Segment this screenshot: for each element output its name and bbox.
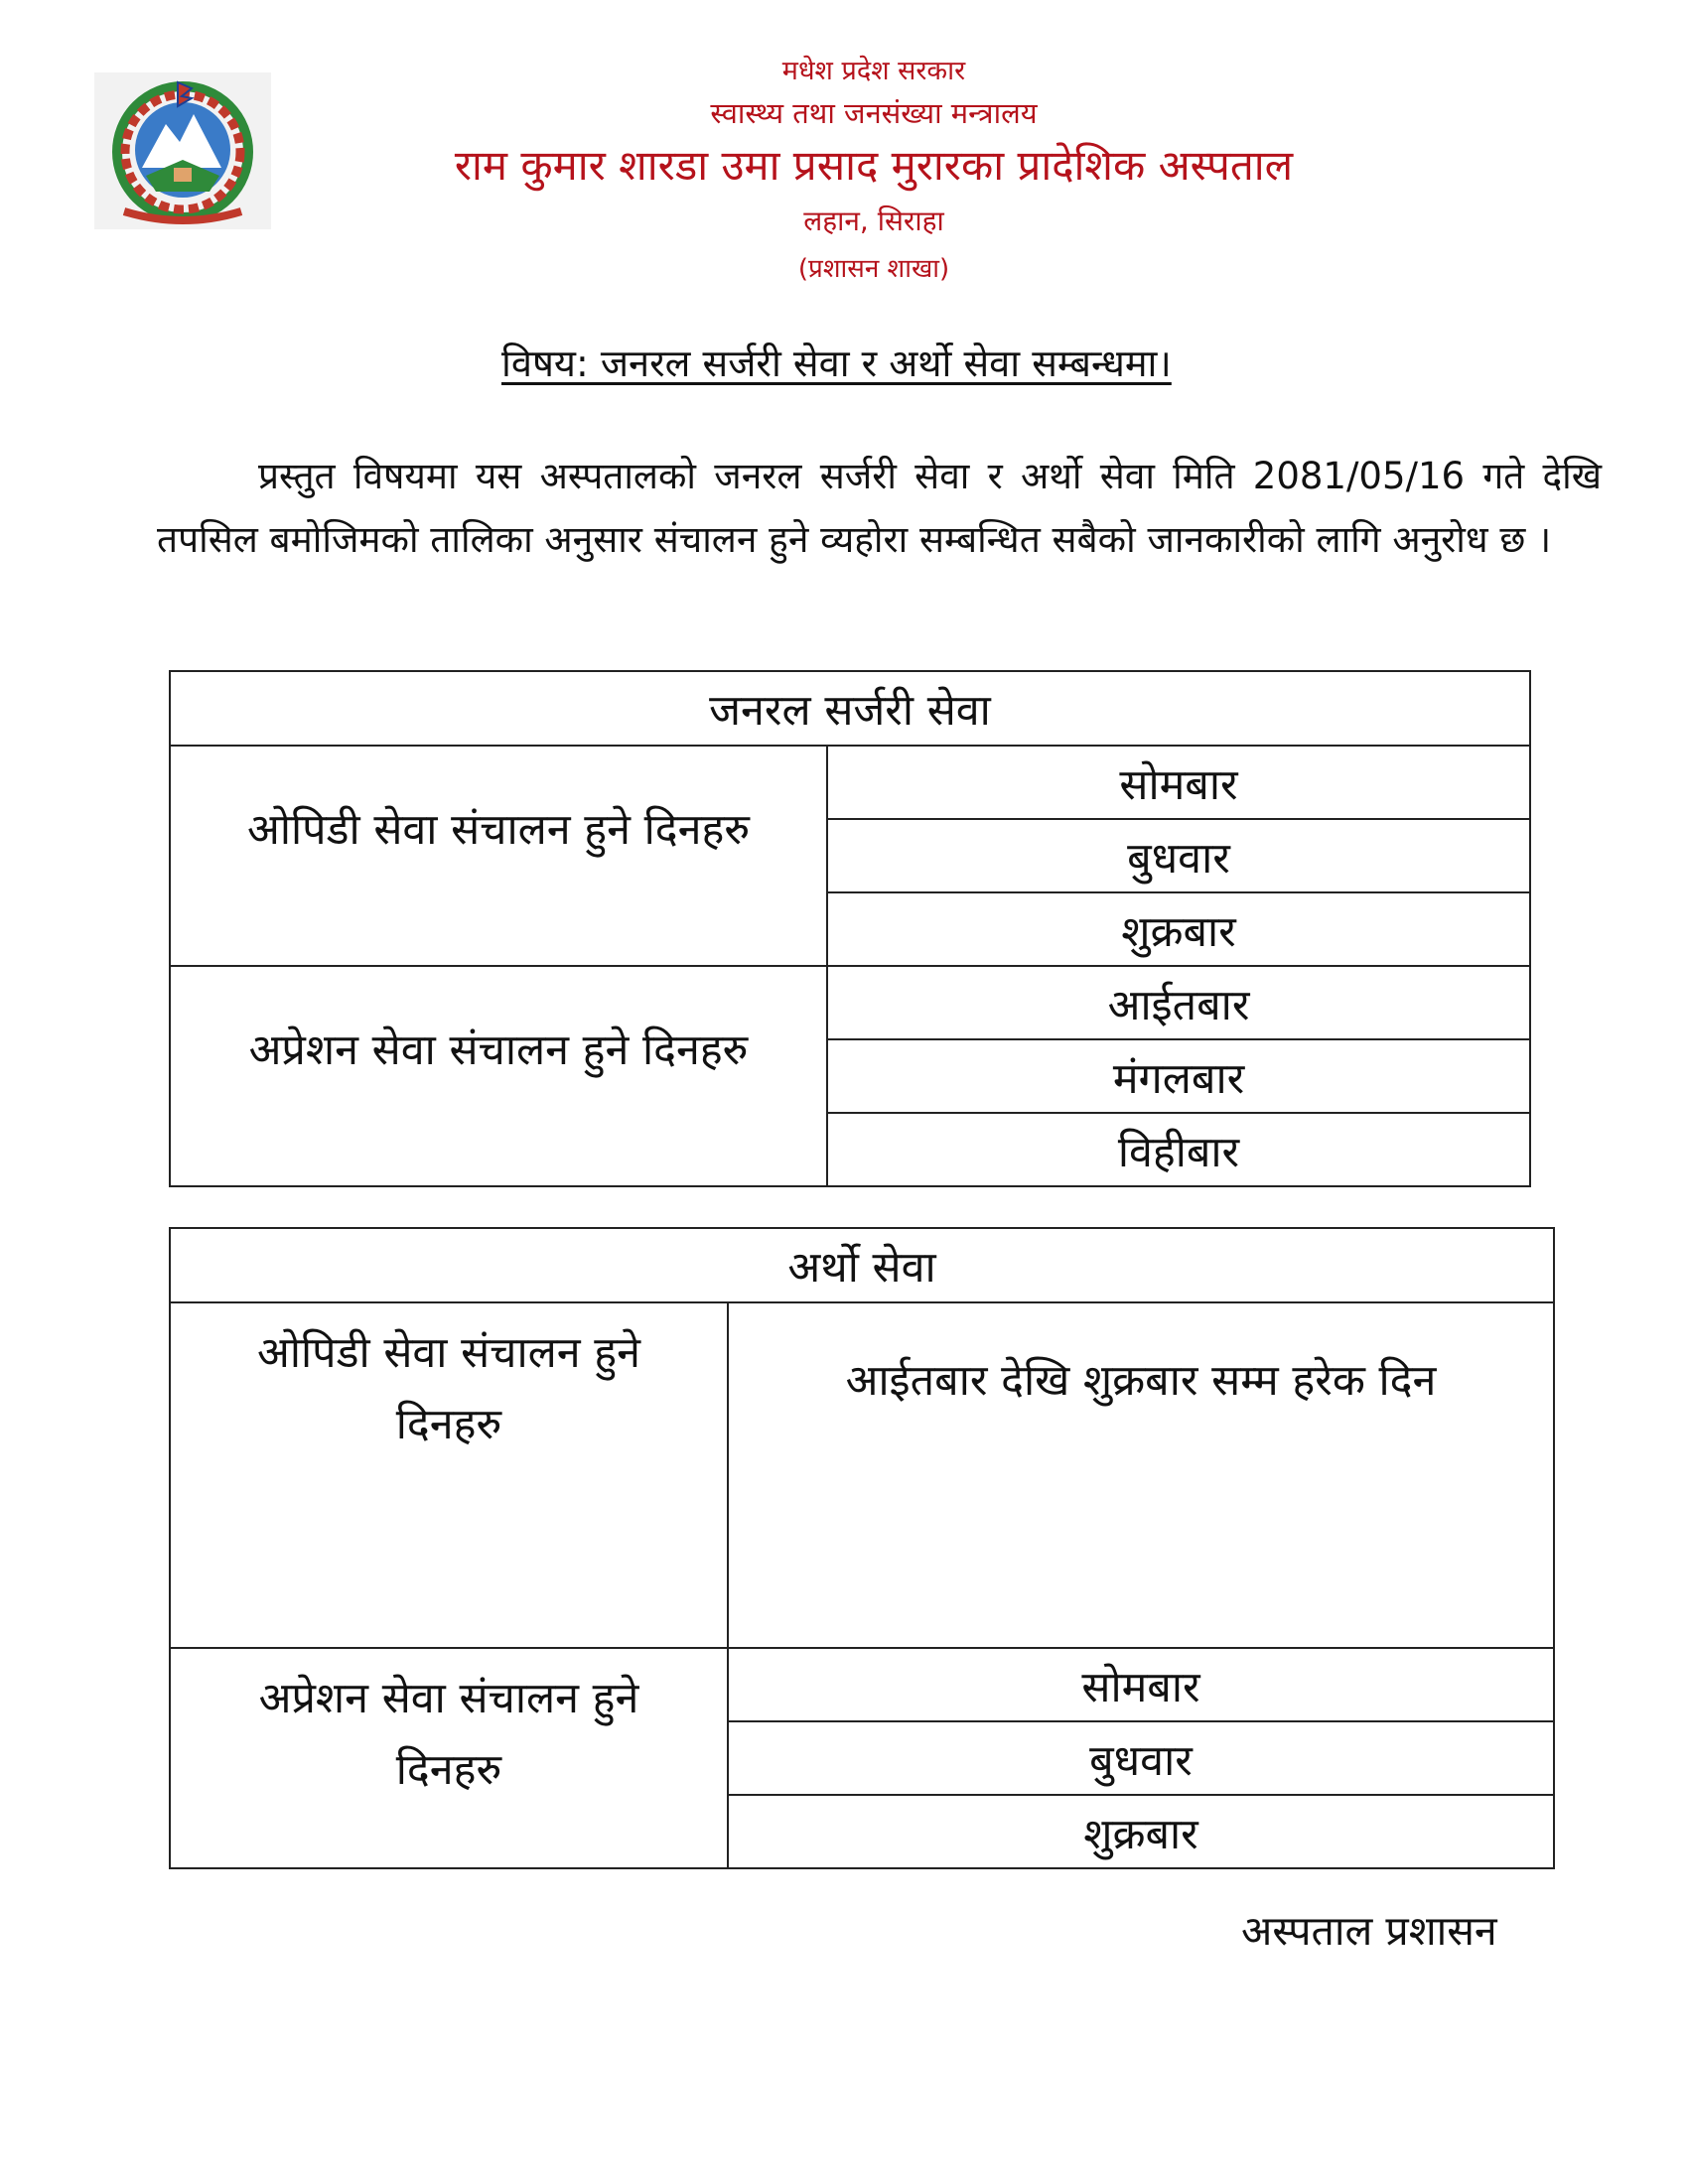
gs-opd-day: सोमबार xyxy=(827,746,1530,819)
ortho-opd-label-line2: दिनहरु xyxy=(395,1400,502,1449)
ortho-title: अर्थो सेवा xyxy=(170,1228,1554,1302)
gs-operation-day: विहीबार xyxy=(827,1113,1530,1186)
ortho-operation-label-line1: अप्रेशन सेवा संचालन हुने xyxy=(258,1674,639,1723)
signoff-hospital-administration: अस्पताल प्रशासन xyxy=(1241,1907,1497,1955)
ortho-operation-day: सोमबार xyxy=(728,1648,1554,1721)
ortho-opd-days: आईतबार देखि शुक्रबार सम्म हरेक दिन xyxy=(728,1302,1554,1648)
province-government: मधेश प्रदेश सरकार xyxy=(781,56,966,86)
gs-operation-day: आईतबार xyxy=(827,966,1530,1039)
department-name: (प्रशासन शाखा) xyxy=(797,254,950,284)
notice-body: प्रस्तुत विषयमा यस अस्पतालको जनरल सर्जरी सेवा र अर्थो सेवा मिति 2081/05/16 गते देखि तपसिल बमोजिमको तालिका अनुसार संचालन हुने व्यहोरा सम्बन्धित सबैको जानकारीको लागि अनुरोध छ । xyxy=(157,455,1602,561)
general-surgery-title: जनरल सर्जरी सेवा xyxy=(170,671,1530,746)
gs-opd-day: शुक्रबार xyxy=(827,892,1530,966)
general-surgery-schedule-table xyxy=(169,670,1531,1187)
ortho-operation-day: बुधवार xyxy=(728,1721,1554,1795)
gs-operation-label: अप्रेशन सेवा संचालन हुने दिनहरु xyxy=(170,966,827,1186)
gs-operation-day: मंगलबार xyxy=(827,1039,1530,1113)
gs-opd-day: बुधवार xyxy=(827,819,1530,892)
letterhead xyxy=(377,52,1370,292)
nepal-emblem-logo xyxy=(94,72,271,229)
ortho-schedule-table xyxy=(169,1227,1555,1869)
ortho-operation-label-line2: दिनहरु xyxy=(395,1745,502,1795)
ortho-operation-label xyxy=(170,1648,728,1868)
ministry-name: स्वास्थ्य तथा जनसंख्या मन्त्रालय xyxy=(710,96,1038,130)
ortho-operation-day: शुक्रबार xyxy=(728,1795,1554,1868)
ortho-opd-label-line1: ओपिडी सेवा संचालन हुने xyxy=(256,1328,641,1378)
ortho-opd-label xyxy=(170,1302,728,1648)
hospital-name: राम कुमार शारडा उमा प्रसाद मुरारका प्रादेशिक अस्पताल xyxy=(454,141,1294,190)
gs-opd-label: ओपिडी सेवा संचालन हुने दिनहरु xyxy=(170,746,827,966)
hospital-location: लहान, सिराहा xyxy=(803,205,944,237)
subject-line: विषय: जनरल सर्जरी सेवा र अर्थो सेवा सम्बन्धमा। xyxy=(501,341,1172,385)
